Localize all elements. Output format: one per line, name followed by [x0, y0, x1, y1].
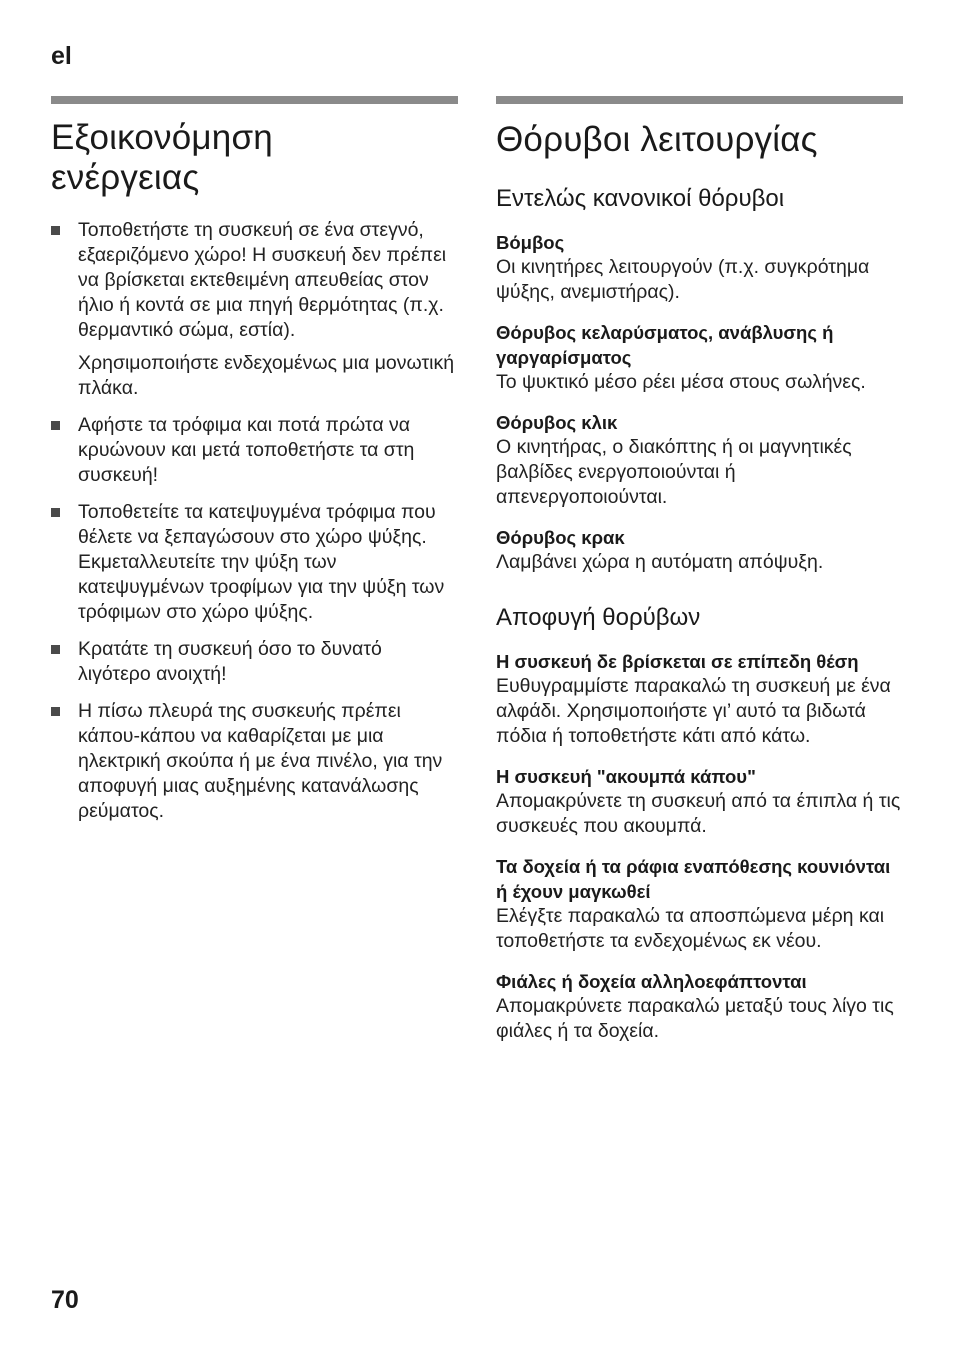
- noise-subheading: Φιάλες ή δοχεία αλληλοεφάπτονται: [496, 971, 807, 992]
- energy-saving-title: [51, 118, 458, 198]
- section-rule: [51, 96, 458, 104]
- list-item: [51, 413, 458, 488]
- bullet-square-icon: [51, 226, 60, 235]
- noise-subheading: Η συσκευή δε βρίσκεται σε επίπεδη θέση: [496, 651, 859, 672]
- noise-description: Το ψυκτικό μέσο ρέει μέσα στους σωλήνες.: [496, 371, 866, 393]
- tip-text: Τοποθετήστε τη συσκευή σε ένα στεγνό, εξαεριζόμενο χώρο! Η συσκευή δεν πρέπει να βρίσκεται εκτεθειμένη απευθείας στον ήλιο ή κοντά σε μια πηγή θερμότητας (π.χ. θερμαντικό σώμα, εστία).: [78, 219, 447, 341]
- language-code: el: [51, 42, 72, 70]
- noise-subheading: Θόρυβος κελαρύσματος, ανάβλυσης ή γαργαρίσματος: [496, 322, 834, 368]
- list-item: [51, 500, 458, 625]
- noise-description: Ο κινητήρας, ο διακόπτης ή οι μαγνητικές βαλβίδες ενεργοποιούνται ή απενεργοποιούνται.: [496, 436, 852, 508]
- bullet-square-icon: [51, 508, 60, 517]
- noise-subheading: Θόρυβος κλικ: [496, 412, 618, 433]
- tip-text: Κρατάτε τη συσκευή όσο το δυνατό λιγότερο ανοιχτή!: [78, 638, 382, 685]
- title-line-1: Εξοικονόμηση: [51, 118, 273, 157]
- bullet-square-icon: [51, 707, 60, 716]
- bullet-square-icon: [51, 645, 60, 654]
- operating-noises-column: [496, 96, 903, 1044]
- noise-description: Ελέγξτε παρακαλώ τα αποσπώμενα μέρη και τοποθετήστε τα ενδεχομένως εκ νέου.: [496, 905, 885, 952]
- operating-noises-title: Θόρυβοι λειτουργίας: [496, 120, 818, 159]
- noise-subheading: Θόρυβος κρακ: [496, 527, 625, 548]
- tip-extra-text: Χρησιμοποιήστε ενδεχομένως μια μονωτική πλάκα.: [78, 352, 455, 399]
- list-item: [51, 699, 458, 824]
- page-number: 70: [51, 1286, 79, 1314]
- bullet-square-icon: [51, 421, 60, 430]
- avoid-noises-heading: Αποφυγή θορύβων: [496, 604, 701, 631]
- energy-saving-column: [51, 96, 458, 836]
- title-line-2: ενέργειας: [51, 158, 200, 197]
- normal-noises-heading: Εντελώς κανονικοί θόρυβοι: [496, 185, 785, 212]
- noise-subheading: Βόμβος: [496, 232, 565, 253]
- noise-description: Λαμβάνει χώρα η αυτόματη απόψυξη.: [496, 551, 824, 573]
- tip-text: Τοποθετείτε τα κατεψυγμένα τρόφιμα που θέλετε να ξεπαγώσουν στο χώρο ψύξης. Εκμεταλλευτείτε την ψύξη των κατεψυγμένων τροφίμων για την ψύξη των τρόφιμων στο χώρο ψύξης.: [78, 501, 445, 623]
- noise-description: Ευθυγραμμίστε παρακαλώ τη συσκευή με ένα αλφάδι. Χρησιμοποιήστε γι’ αυτό τα βιδωτά πόδια ή τοποθετήστε κάτι από κάτω.: [496, 675, 891, 747]
- noise-subheading: Η συσκευή "ακουμπά κάπου": [496, 766, 756, 787]
- list-item: [51, 637, 458, 687]
- energy-tips-list: [51, 218, 458, 824]
- section-rule: [496, 96, 903, 104]
- tip-text: Η πίσω πλευρά της συσκευής πρέπει κάπου-κάπου να καθαρίζεται με μια ηλεκτρική σκούπα ή με ένα πινέλο, για την αποφυγή μιας αυξημένης κατανάλωσης ρεύματος.: [78, 700, 443, 822]
- noise-description: Οι κινητήρες λειτουργούν (π.χ. συγκρότημα ψύξης, ανεμιστήρας).: [496, 256, 870, 303]
- noise-description: Απομακρύνετε τη συσκευή από τα έπιπλα ή τις συσκευές που ακουμπά.: [496, 790, 901, 837]
- noise-description: Απομακρύνετε παρακαλώ μεταξύ τους λίγο τις φιάλες ή τα δοχεία.: [496, 995, 894, 1042]
- noise-subheading: Τα δοχεία ή τα ράφια εναπόθεσης κουνιόνται ή έχουν μαγκωθεί: [496, 856, 891, 902]
- list-item: [51, 218, 458, 401]
- tip-text: Αφήστε τα τρόφιμα και ποτά πρώτα να κρυώνουν και μετά τοποθετήστε τα στη συσκευή!: [78, 414, 415, 486]
